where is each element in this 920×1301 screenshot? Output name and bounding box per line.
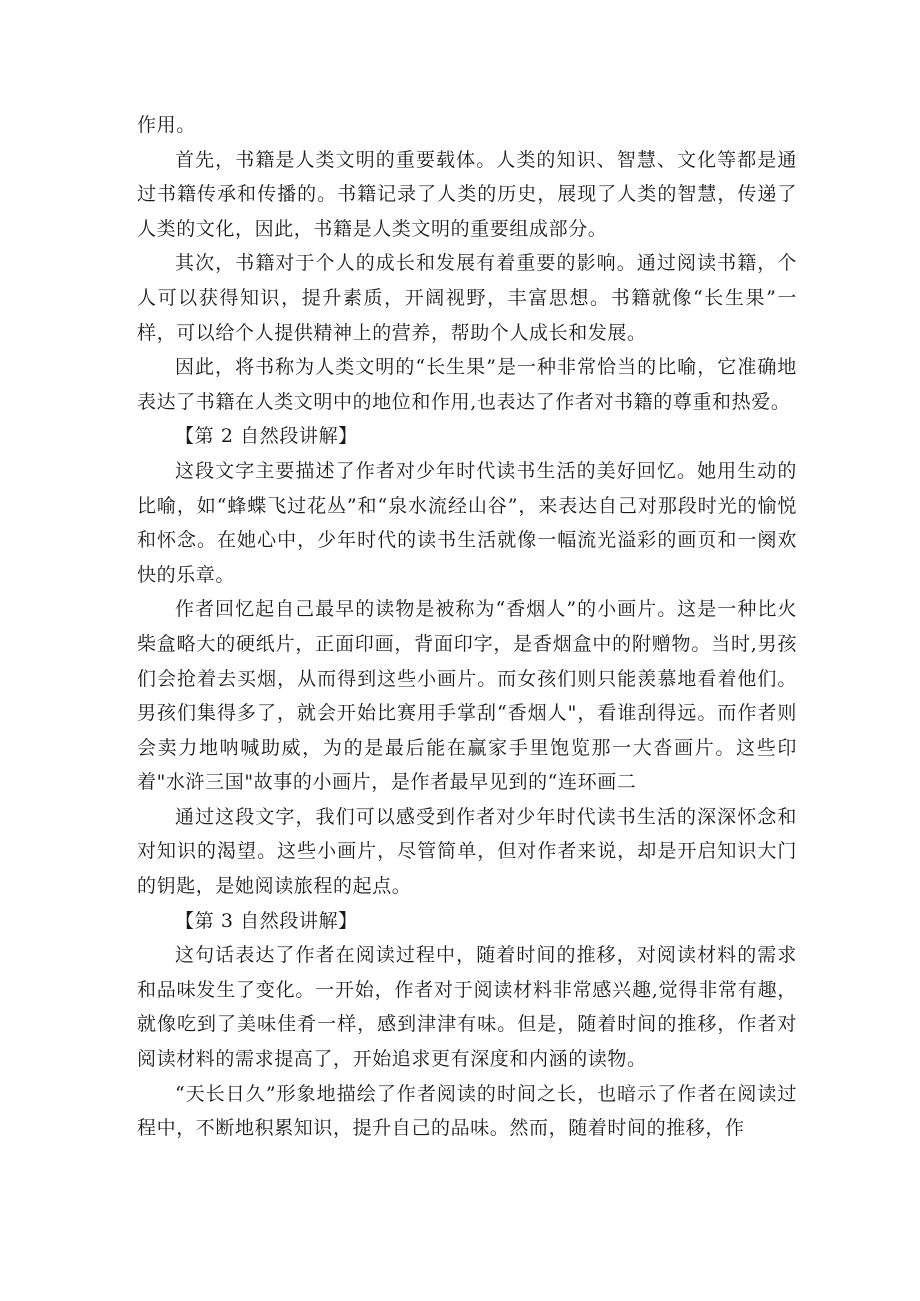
- paragraph-childhood-memory: 这段文字主要描述了作者对少年时代读书生活的美好回忆。她用生动的比喻，如“蜂蝶飞过花丛”和“泉水流经山谷”，来表达自己对那段时光的愉悦和怀念。在她心中，少年时代的读书生活就像一幅流光溢彩的画页和一阕欢快的乐章。: [137, 459, 797, 586]
- paragraph-metaphor-conclusion: 因此，将书称为人类文明的“长生果”是一种非常恰当的比喻，它准确地表达了书籍在人类文明中的地位和作用,也表达了作者对书籍的尊重和热爱。: [137, 356, 797, 413]
- document-body: [137, 108, 797, 1146]
- paragraph-cigarette-cards: 作者回忆起自己最早的读物是被称为“香烟人”的小画片。这是一种比火柴盒略大的硬纸片，正面印画，背面印字，是香烟盒中的附赠物。当时,男孩们会抢着去买烟，从而得到这些小画片。而女孩们则只能羡慕地看着他们。男孩们集得多了，就会开始比赛用手掌刮“香烟人"，看谁刮得远。而作者则会卖力地呐喊助威，为的是最后能在赢家手里饱览那一大沓画片。这些印着"水浒三国"故事的小画片，是作者最早见到的“连环画二: [137, 598, 797, 794]
- paragraph-long-time: “天长日久”形象地描绘了作者阅读的时间之长，也暗示了作者在阅读过程中，不断地积累知识，提升自己的品味。然而，随着时间的推移，作: [137, 1082, 797, 1140]
- page-bottom-margin: [0, 1283, 920, 1301]
- section-heading-paragraph-3: 【第 3 自然段讲解】: [175, 909, 358, 932]
- paragraph-taste-change: 这句话表达了作者在阅读过程中，随着时间的推移，对阅读材料的需求和品味发生了变化。一开始，作者对于阅读材料非常感兴趣,觉得非常有趣，就像吃到了美味佳肴一样，感到津津有味。但是，随着时间的推移，作者对阅读材料的需求提高了，开始追求更有深度和内涵的读物。: [137, 944, 797, 1071]
- paragraph-continuation: 作用。: [137, 114, 196, 136]
- paragraph-books-carrier: 首先，书籍是人类文明的重要载体。人类的知识、智慧、文化等都是通过书籍传承和传播的。书籍记录了人类的历史，展现了人类的智慧，传递了人类的文化，因此，书籍是人类文明的重要组成部分。: [137, 148, 797, 240]
- paragraph-personal-growth: 其次，书籍对于个人的成长和发展有着重要的影响。通过阅读书籍，个人可以获得知识，提升素质，开阔视野，丰富思想。书籍就像“长生果”一样，可以给个人提供精神上的营养，帮助个人成长和发展。: [137, 252, 797, 344]
- paragraph-reading-start: 通过这段文字，我们可以感受到作者对少年时代读书生活的深深怀念和对知识的渴望。这些小画片，尽管简单，但对作者来说，却是开启知识大门的钥匙，是她阅读旅程的起点。: [137, 805, 797, 898]
- section-heading-paragraph-2: 【第 2 自然段讲解】: [175, 425, 358, 448]
